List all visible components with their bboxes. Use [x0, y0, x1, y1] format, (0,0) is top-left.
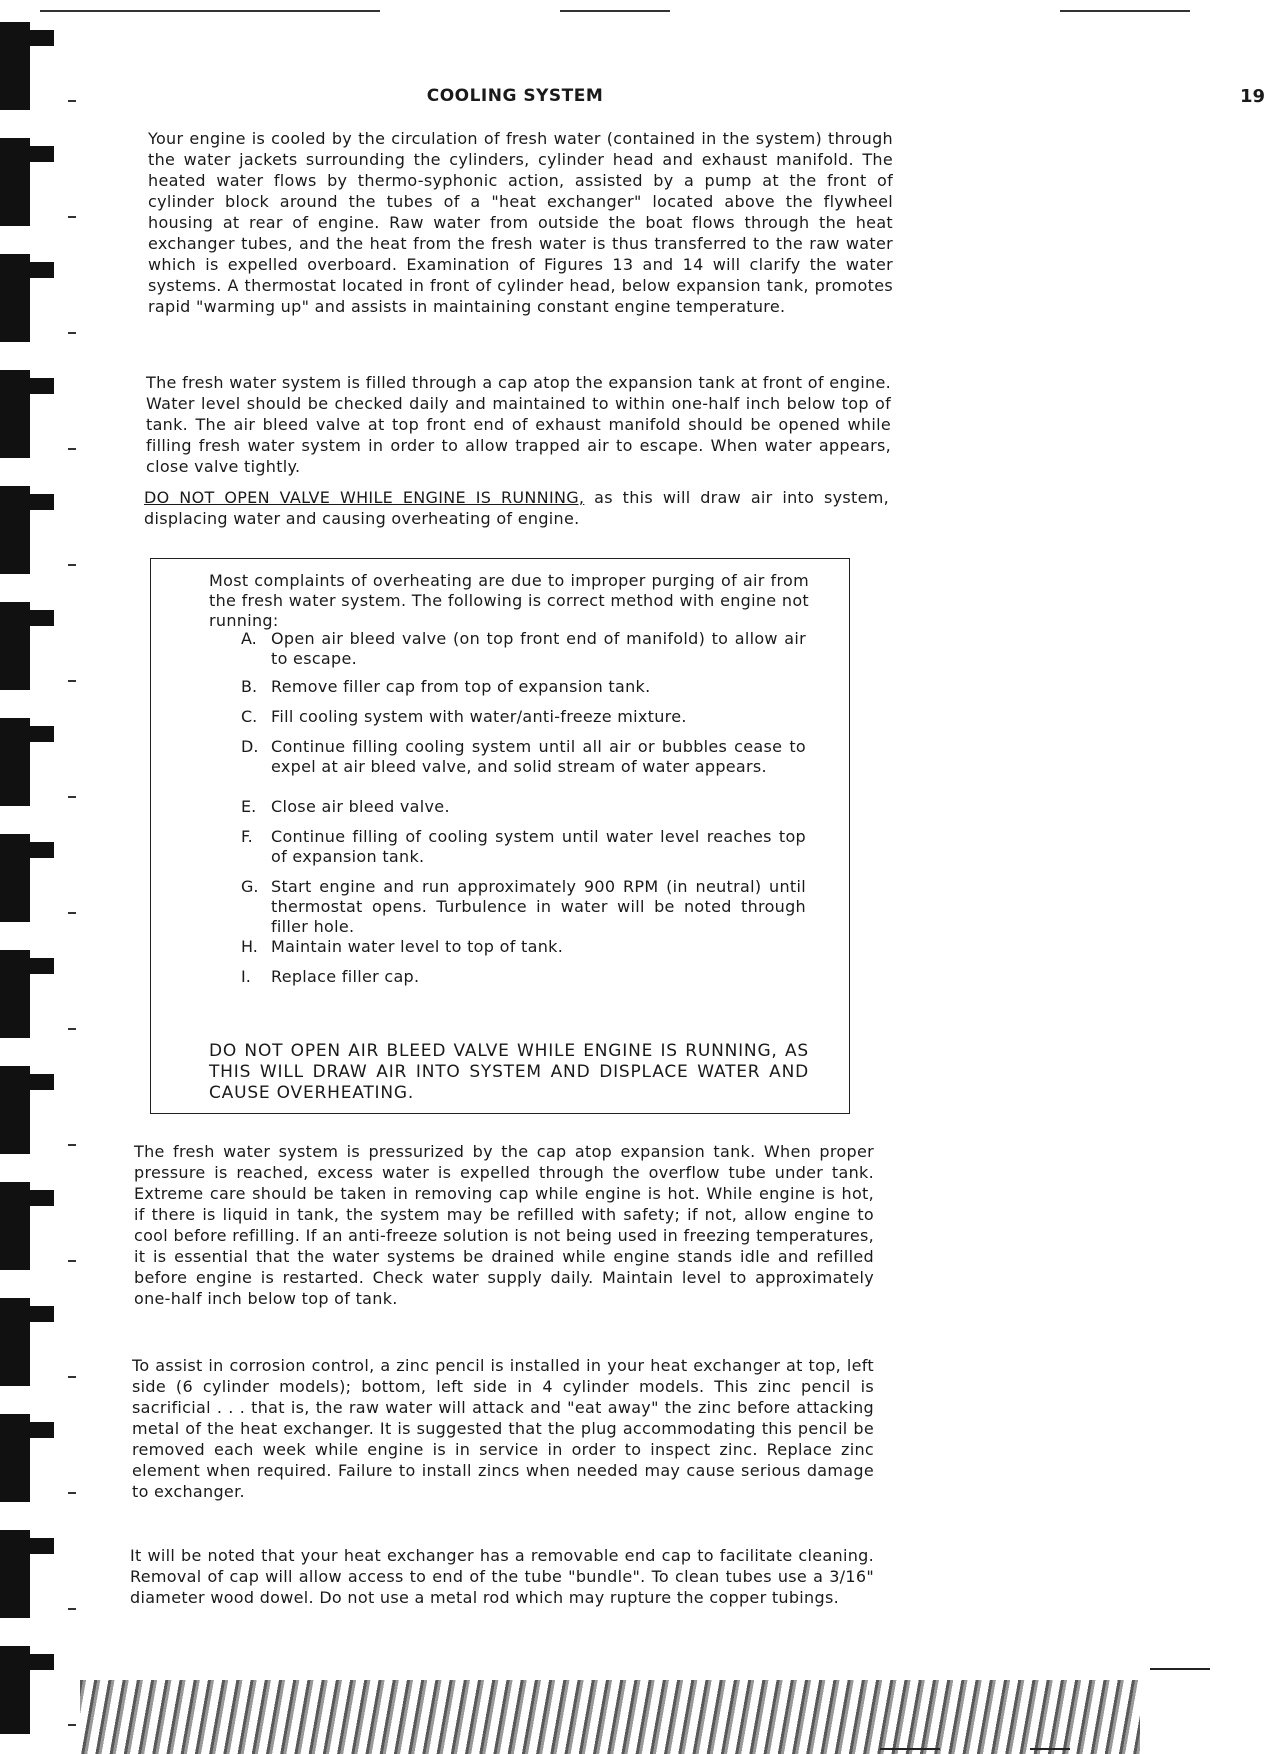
bottom-scan-rule — [880, 1748, 940, 1750]
binding-tick — [68, 1724, 76, 1726]
binding-tooth — [0, 1298, 30, 1386]
binding-tooth — [0, 254, 30, 342]
step-text: Continue filling of cooling system until water level reaches top of expansion tank. — [271, 827, 806, 866]
binding-strip — [0, 0, 80, 1754]
binding-tooth — [0, 1414, 30, 1502]
binding-tick — [68, 1492, 76, 1494]
step-letter: C. — [241, 707, 258, 726]
binding-tooth — [0, 1530, 30, 1618]
bottom-scan-rule — [1030, 1748, 1070, 1750]
binding-tooth — [0, 1182, 30, 1270]
purging-notice-box — [150, 558, 850, 1114]
step-text: Remove filler cap from top of expansion tank. — [271, 677, 651, 696]
binding-tooth — [0, 370, 30, 458]
top-scan-rule — [1060, 10, 1190, 12]
binding-tooth — [0, 950, 30, 1038]
step-text: Replace filler cap. — [271, 967, 420, 986]
step-text: Start engine and run approximately 900 RPM (in neutral) until thermostat opens. Turbulence in water will be noted through filler hole. — [271, 877, 806, 936]
fill-paragraph: The fresh water system is filled through a cap atop the expansion tank at front of engine. Water level should be checked daily and maintained to within one-half inch below top of tank. The air bleed valve at top front end of exhaust manifold should be opened while filling fresh water system in order to allow trapped air to escape. When water appears, close valve tightly. — [146, 373, 891, 476]
binding-tick — [68, 1376, 76, 1378]
step-letter: I. — [241, 967, 251, 986]
page-title: COOLING SYSTEM — [426, 86, 604, 106]
binding-tick — [68, 1608, 76, 1610]
step-letter: H. — [241, 937, 258, 956]
step-text: Fill cooling system with water/anti-freeze mixture. — [271, 707, 687, 726]
binding-tooth — [0, 834, 30, 922]
step-text: Open air bleed valve (on top front end of manifold) to allow air to escape. — [271, 629, 806, 668]
step-text: Continue filling cooling system until all air or bubbles cease to expel at air bleed valve, and solid stream of water appears. — [271, 737, 806, 776]
binding-tick — [68, 796, 76, 798]
binding-tick — [68, 912, 76, 914]
notice-warning: DO NOT OPEN AIR BLEED VALVE WHILE ENGINE IS RUNNING, AS THIS WILL DRAW AIR INTO SYSTEM AND DISPLACE WATER AND CAUSE OVERHEATING. — [209, 1041, 809, 1103]
binding-tick — [68, 680, 76, 682]
binding-tooth — [0, 138, 30, 226]
binding-tick — [68, 564, 76, 566]
bottom-scan-rule — [1150, 1668, 1210, 1670]
warning-paragraph — [144, 487, 889, 529]
step-letter: D. — [241, 737, 259, 756]
end-cap-paragraph: It will be noted that your heat exchanger has a removable end cap to facilitate cleaning. Removal of cap will allow access to end of the tube "bundle". To clean tubes use a 3/16" diameter wood dowel. Do not use a metal rod which may rupture the copper tubings. — [130, 1546, 874, 1607]
binding-tooth — [0, 1066, 30, 1154]
binding-tooth — [0, 486, 30, 574]
step-letter: A. — [241, 629, 257, 648]
binding-tick — [68, 332, 76, 334]
step-letter: B. — [241, 677, 258, 696]
step-letter: E. — [241, 797, 257, 816]
page-number: 19 — [1240, 86, 1266, 107]
binding-tooth — [0, 602, 30, 690]
intro-paragraph: Your engine is cooled by the circulation of fresh water (contained in the system) through the water jackets surrounding the cylinders, cylinder head and exhaust manifold. The heated water flows by thermo-syphonic action, assisted by a pump at the front of cylinder block around the tubes of a "heat exchanger" located above the flywheel housing at rear of engine. Raw water from outside the boat flows through the heat exchanger tubes, and the heat from the fresh water is thus transferred to the raw water which is expelled overboard. Examination of Figures 13 and 14 will clarify the water systems. A thermostat located in front of cylinder head, below expansion tank, promotes rapid "warming up" and assists in maintaining constant engine temperature. — [148, 129, 893, 316]
binding-tooth — [0, 1646, 30, 1734]
notice-intro: Most complaints of overheating are due to improper purging of air from the fresh water system. The following is correct method with engine not running: — [209, 571, 809, 630]
zinc-paragraph: To assist in corrosion control, a zinc pencil is installed in your heat exchanger at top, left side (6 cylinder models); bottom, left side in 4 cylinder models. This zinc pencil is sacrificial . . . that is, the raw water will attack and "eat away" the zinc before attacking metal of the heat exchanger. It is suggested that the plug accommodating this pencil be removed each week while engine is in service in order to inspect zinc. Replace zinc element when required. Failure to install zincs when needed may cause serious damage to exchanger. — [132, 1356, 874, 1501]
binding-tick — [68, 448, 76, 450]
binding-tick — [68, 1028, 76, 1030]
step-letter: F. — [241, 827, 253, 846]
scan-noise — [80, 1680, 1140, 1754]
top-scan-rule — [560, 10, 670, 12]
binding-tick — [68, 1260, 76, 1262]
step-letter: G. — [241, 877, 259, 896]
step-text: Close air bleed valve. — [271, 797, 450, 816]
pressure-paragraph: The fresh water system is pressurized by the cap atop expansion tank. When proper pressure is reached, excess water is expelled through the overflow tube under tank. Extreme care should be taken in removing cap while engine is hot. While engine is hot, if there is liquid in tank, the system may be refilled with safety; if not, allow engine to cool before refilling. If an anti-freeze solution is not being used in freezing temperatures, it is essential that the water systems be drained while engine stands idle and refilled before engine is restarted. Check water supply daily. Maintain level to approximately one-half inch below top of tank. — [134, 1142, 874, 1308]
top-scan-rule — [40, 10, 380, 12]
step-text: Maintain water level to top of tank. — [271, 937, 564, 956]
warning-consequence: as this will draw air into system, displacing water and causing overheating of engine. — [144, 488, 890, 528]
binding-tick — [68, 1144, 76, 1146]
binding-tooth — [0, 718, 30, 806]
running-warning: DO NOT OPEN VALVE WHILE ENGINE IS RUNNING, — [144, 488, 585, 507]
binding-tick — [68, 216, 76, 218]
